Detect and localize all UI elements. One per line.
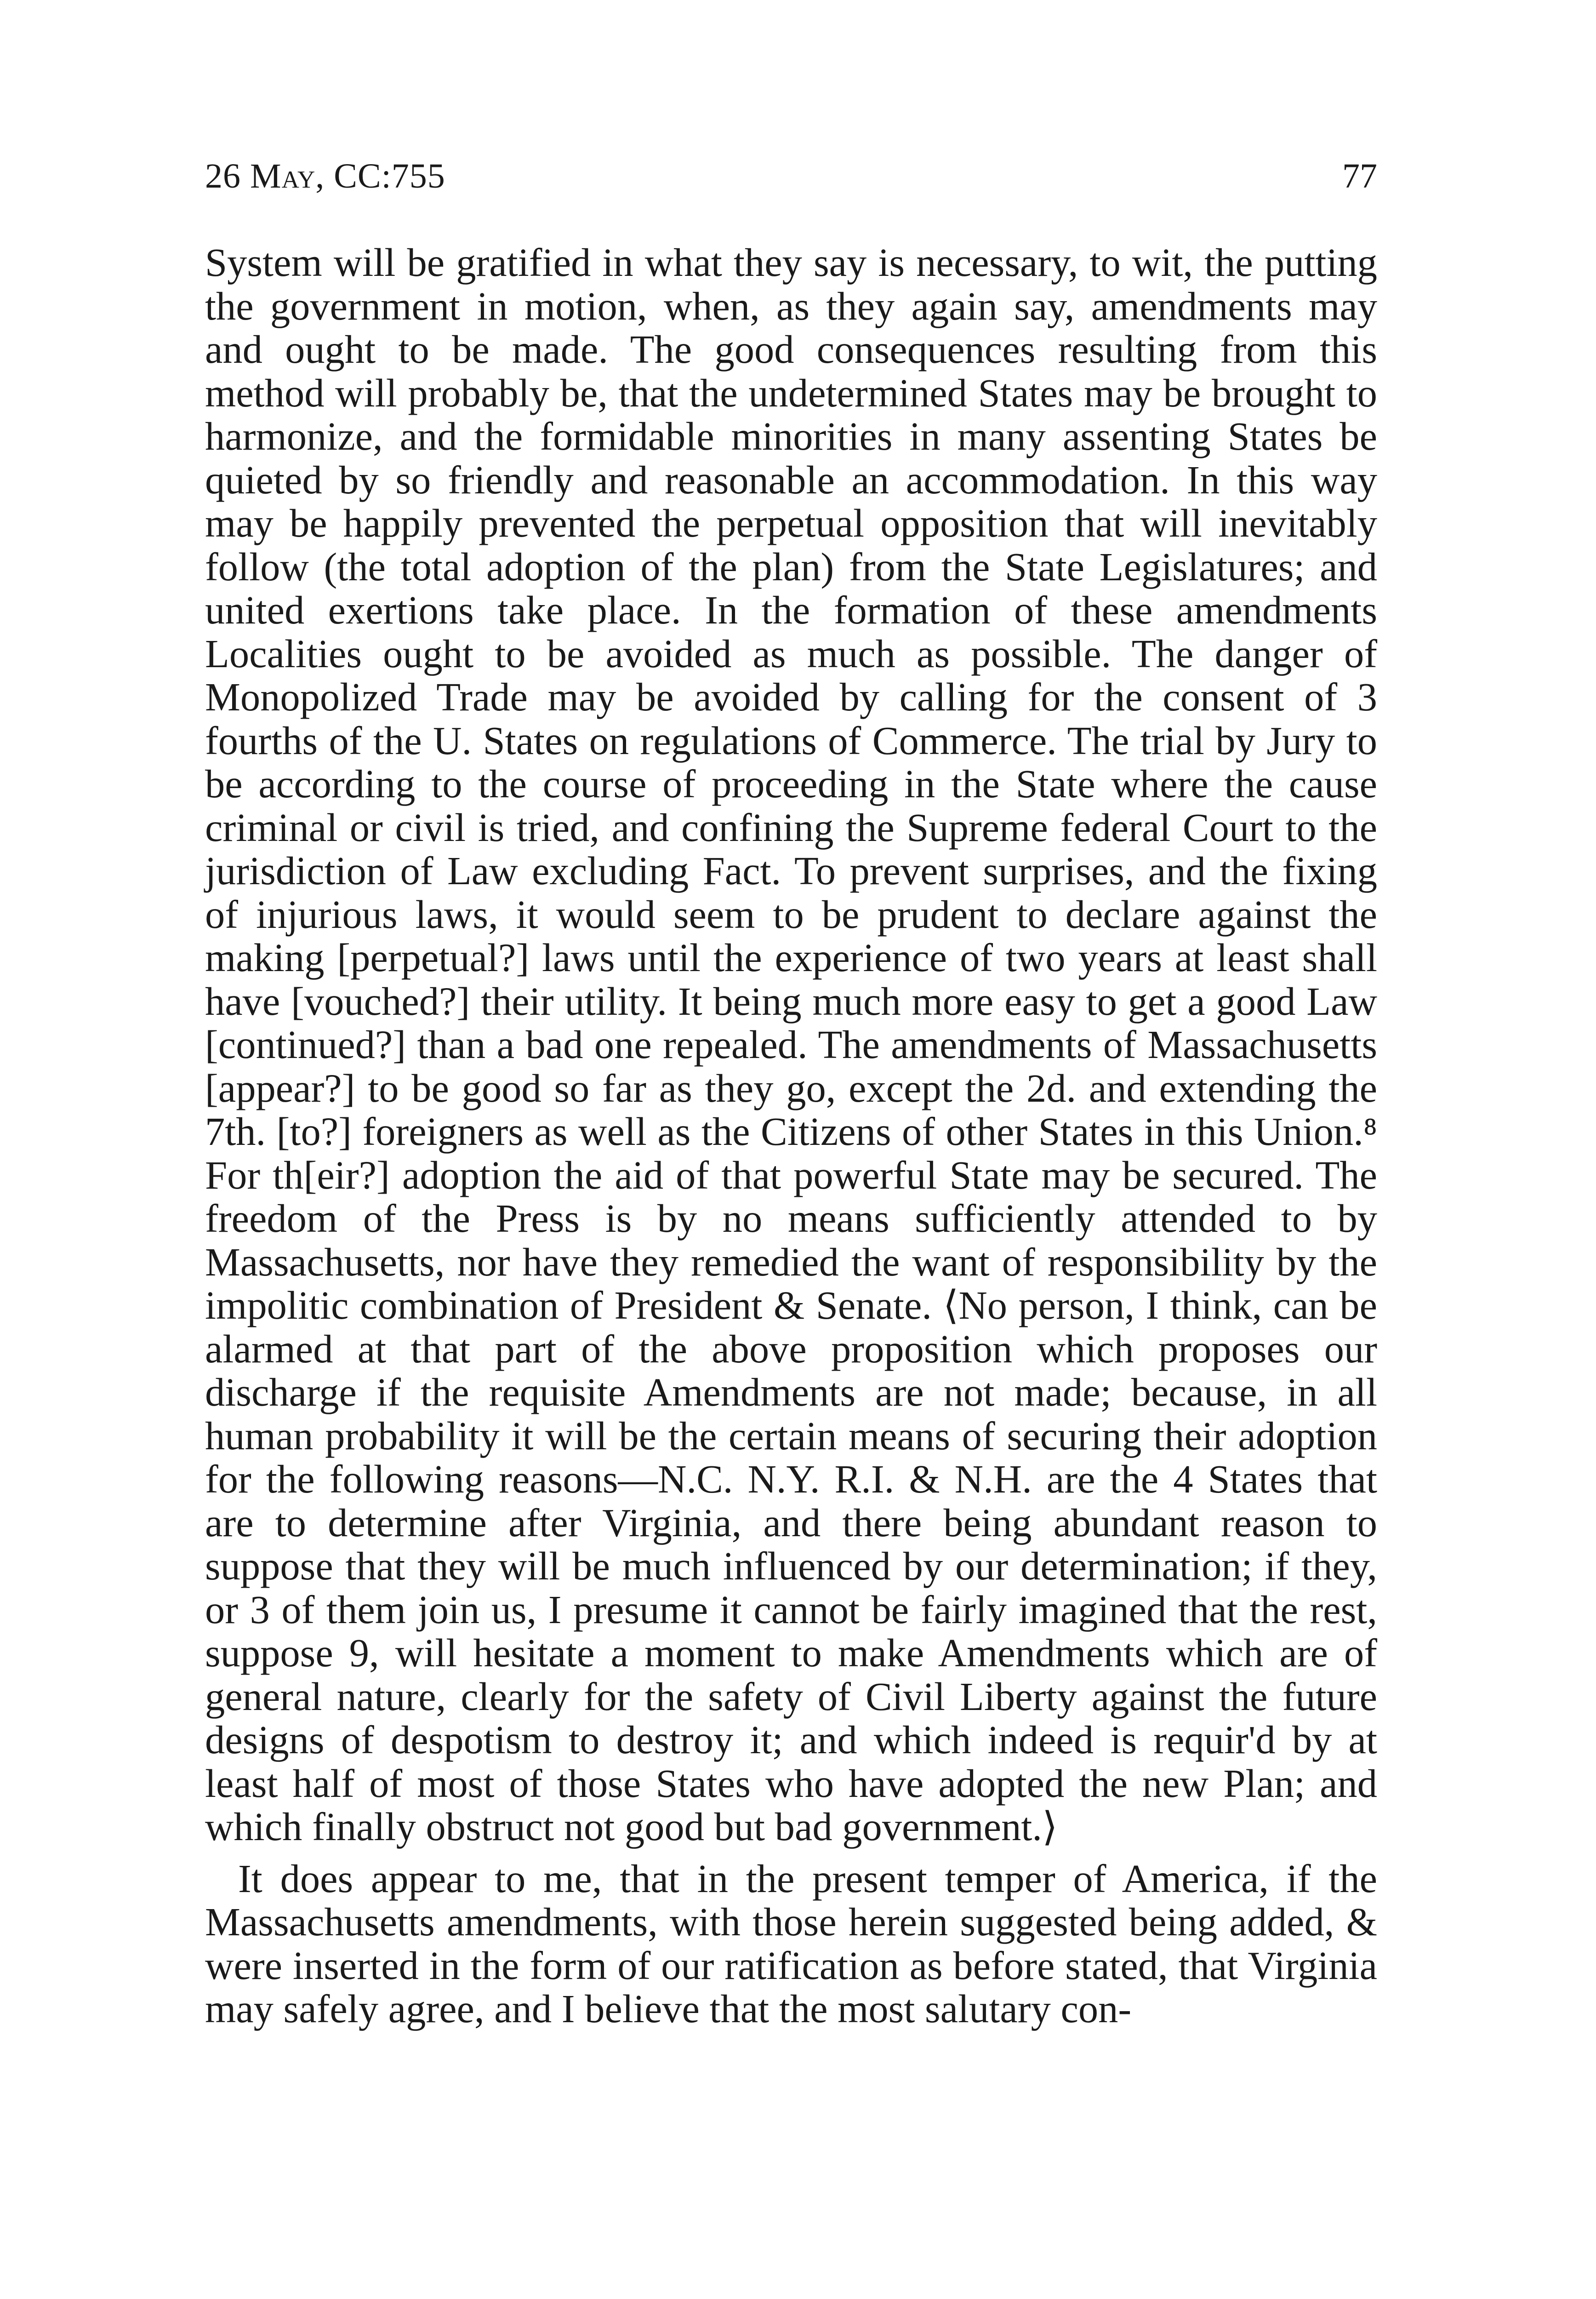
running-head [205,151,1377,201]
running-head-citation [205,151,445,201]
running-head-document-ref: , CC:755 [315,157,445,195]
running-head-month: May [250,157,316,195]
body-text [205,241,1377,2031]
running-head-day: 26 [205,157,250,195]
paragraph-continued: System will be gratified in what they say is necessary, to wit, the putting the government in motion, when, as they again say, amendments may and ought to be made. The good consequences resulting from this method will probably be, that the undetermined States may be brought to harmonize, and the formidable minorities in many assenting States be quieted by so friendly and reasonable an accommodation. In this way may be happily prevented the perpetual opposition that will inevitably follow (the total adoption of the plan) from the State Legislatures; and united exertions take place. In the formation of these amendments Localities ought to be avoided as much as possible. The danger of Monopolized Trade may be avoided by calling for the consent of 3 fourths of the U. States on regulations of Commerce. The trial by Jury to be according to the course of proceeding in the State where the cause criminal or civil is tried, and confining the Supreme federal Court to the jurisdiction of Law excluding Fact. To prevent surprises, and the fixing of injurious laws, it would seem to be prudent to declare against the making [perpetual?] laws until the experience of two years at least shall have [vouched?] their utility. It being much more easy to get a good Law [continued?] than a bad one repealed. The amendments of Massachusetts [appear?] to be good so far as they go, except the 2d. and extending the 7th. [to?] foreigners as well as the Citizens of other States in this Union.⁸ For th[eir?] adoption the aid of that powerful State may be secured. The freedom of the Press is by no means sufficiently attended to by Massachusetts, nor have they remedied the want of responsibility by the impolitic combination of President & Senate. ⟨No person, I think, can be alarmed at that part of the above proposition which proposes our discharge if the requisite Amendments are not made; because, in all human probability it will be the certain means of securing their adoption for the following reasons—N.C. N.Y. R.I. & N.H. are the 4 States that are to determine after Virginia, and there being abundant reason to suppose that they will be much influenced by our determination; if they, or 3 of them join us, I presume it cannot be fairly imagined that the rest, suppose 9, will hesitate a moment to make Amendments which are of general nature, clearly for the safety of Civil Liberty against the future designs of despotism to destroy it; and which indeed is requir'd by at least half of most of those States who have adopted the new Plan; and which finally obstruct not good but bad government.⟩ [205,240,1377,1849]
page-number: 77 [1342,157,1377,195]
paragraph: It does appear to me, that in the present temper of America, if the Massachusetts amendments, with those herein suggested being added, & were inserted in the form of our ratification as before stated, that Virginia may safely agree, and I believe that the most salutary con- [205,1856,1377,2031]
